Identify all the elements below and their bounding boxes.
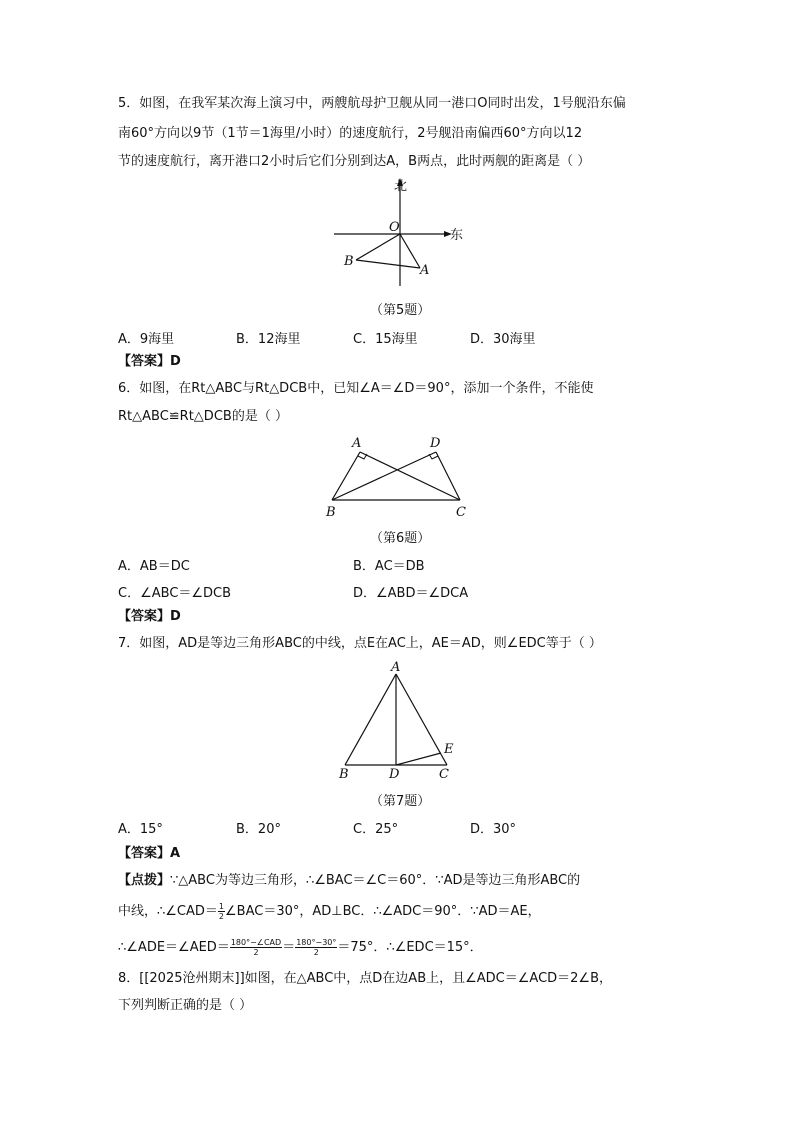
point-a-label: A — [352, 436, 362, 451]
q7-caption: （第7题） — [370, 794, 431, 809]
q6-option-b: B．AC＝DB — [353, 559, 425, 574]
q5-line-1: 5．如图，在我军某次海上演习中，两艘航母护卫舰从同一港口O同时出发，1号舰沿东偏 — [118, 96, 626, 111]
hint-text-2b: ∠BAC＝30°，AD⊥BC．∴∠ADC＝90°．∵AD＝AE， — [225, 904, 541, 919]
q6-answer: 【答案】D — [118, 609, 181, 624]
q5-line-3: 节的速度航行，离开港口2小时后它们分别到达A，B两点，此时两舰的距离是（ ） — [118, 154, 591, 169]
q7-hint-line-3 — [118, 938, 483, 957]
half-numerator: 1 — [218, 902, 224, 911]
q7-hint-line-1 — [118, 872, 580, 890]
fraction-2-denominator: 2 — [313, 948, 319, 957]
q6-option-a: A．AB＝DC — [118, 559, 190, 574]
q5-caption: （第5题） — [370, 303, 431, 318]
point-d-label: D — [389, 767, 400, 782]
angle-fraction-2 — [295, 938, 337, 957]
fraction-2-numerator: 180°−30° — [296, 938, 337, 947]
point-o-label: O — [389, 220, 400, 235]
point-a-label: A — [420, 263, 430, 278]
fraction-1-denominator: 2 — [253, 948, 259, 957]
q6-caption: （第6题） — [370, 531, 431, 546]
point-a-label: A — [391, 660, 401, 675]
point-e-label: E — [444, 742, 454, 757]
hint-text-3c: ＝75°．∴∠EDC＝15°． — [337, 940, 483, 955]
point-d-label: D — [430, 436, 441, 451]
q7-line-1: 7．如图，AD是等边三角形ABC的中线，点E在AC上，AE＝AD，则∠EDC等于（ ） — [118, 636, 602, 651]
q5-option-d: D．30海里 — [470, 332, 536, 347]
q7-option-b: B．20° — [236, 822, 281, 837]
east-label: 东 — [450, 228, 464, 243]
point-b-label: B — [326, 505, 336, 520]
q5-line-2: 南60°方向以9节（1节＝1海里/小时）的速度航行，2号舰沿南偏西60°方向以12 — [118, 126, 583, 141]
q5-option-c: C．15海里 — [353, 332, 418, 347]
q6-line-1: 6．如图，在Rt△ABC与Rt△DCB中，已知∠A＝∠D＝90°，添加一个条件，不能使 — [118, 381, 594, 396]
q7-answer: 【答案】A — [118, 846, 181, 861]
fraction-1-numerator: 180°−∠CAD — [230, 938, 282, 947]
q7-option-a: A．15° — [118, 822, 163, 837]
q6-option-d: D．∠ABD＝∠DCA — [353, 586, 469, 601]
point-c-label: C — [456, 505, 466, 520]
q8-line-2: 下列判断正确的是（ ） — [118, 998, 253, 1013]
point-b-label: B — [339, 767, 349, 782]
q5-answer: 【答案】D — [118, 354, 181, 369]
q7-option-c: C．25° — [353, 822, 399, 837]
q5-option-b: B．12海里 — [236, 332, 301, 347]
q5-option-a: A．9海里 — [118, 332, 175, 347]
q8-line-1: 8．[[2025沧州期末]]如图，在△ABC中，点D在边AB上，且∠ADC＝∠ACD＝2∠B， — [118, 971, 613, 986]
half-fraction — [218, 902, 225, 921]
q5-figure — [320, 170, 480, 290]
half-denominator: 2 — [218, 912, 224, 921]
q7-hint-line-2 — [118, 902, 541, 921]
q6-figure — [318, 430, 478, 520]
angle-fraction-1 — [230, 938, 282, 957]
hint-text-2a: 中线，∴∠CAD＝ — [118, 904, 218, 919]
hint-label: 【点拨】 — [118, 873, 171, 888]
point-c-label: C — [439, 767, 449, 782]
q7-figure — [335, 658, 465, 783]
q6-option-c: C．∠ABC＝∠DCB — [118, 586, 232, 601]
point-b-label: B — [344, 254, 354, 269]
hint-text-1: ∵△ABC为等边三角形，∴∠BAC＝∠C＝60°．∵AD是等边三角形ABC的 — [170, 873, 581, 888]
north-label: 北 — [394, 179, 408, 194]
q6-line-2: Rt△ABC≌Rt△DCB的是（ ） — [118, 409, 288, 424]
hint-text-3a: ∴∠ADE＝∠AED＝ — [118, 940, 230, 955]
hint-text-3b: ＝ — [282, 940, 296, 955]
q7-option-d: D．30° — [470, 822, 517, 837]
